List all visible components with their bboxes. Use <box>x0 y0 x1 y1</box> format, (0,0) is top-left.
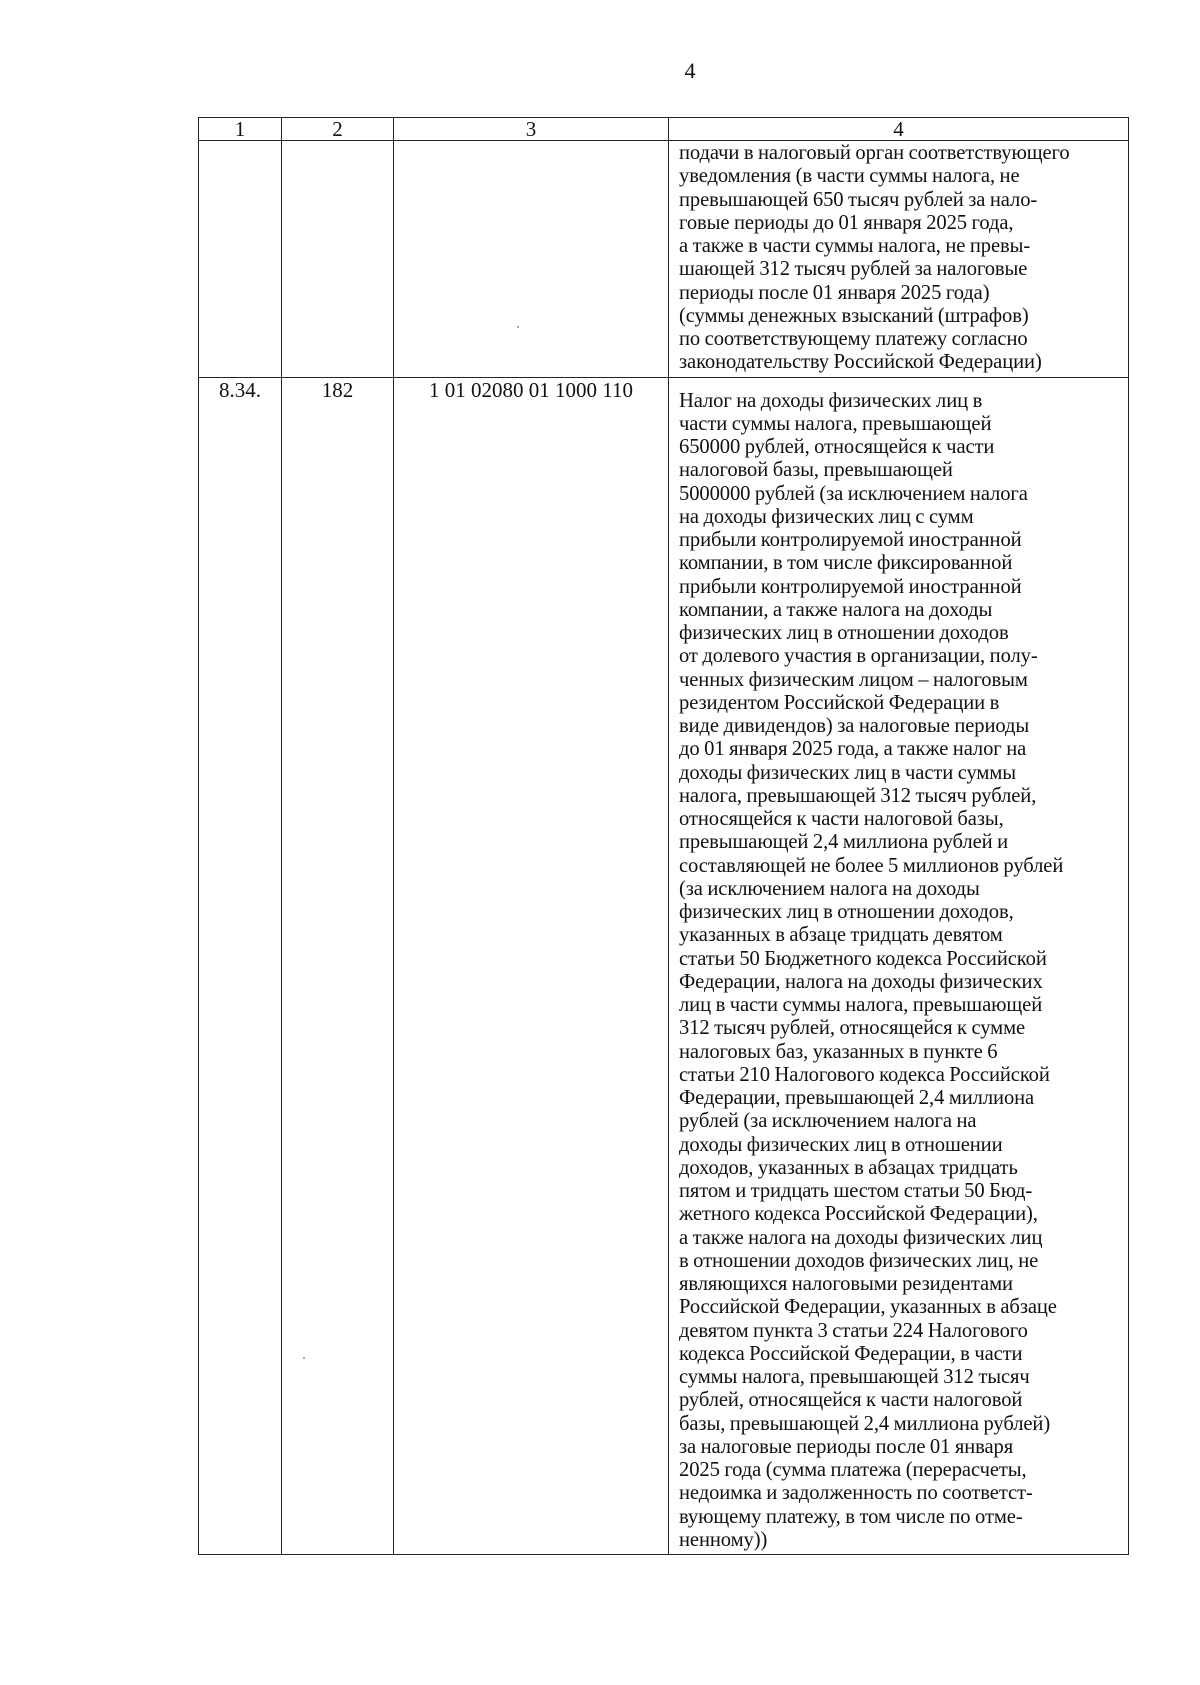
table-row <box>199 377 1129 1555</box>
text-line: (за исключением налога на доходы <box>679 877 980 900</box>
text-line: базы, превышающей 2,4 миллиона рублей) <box>679 1412 1051 1435</box>
continuation-cell-1 <box>199 141 282 378</box>
text-line: прибыли контролируемой иностранной <box>679 575 1022 598</box>
text-line: лиц в части суммы налога, превышающей <box>679 994 1043 1016</box>
text-line: статьи 50 Бюджетного кодекса Российской <box>679 947 1047 970</box>
text-line: компании, в том числе фиксированной <box>679 552 1013 575</box>
table-header-row <box>199 118 1129 141</box>
text-line: части суммы налога, превышающей <box>679 412 992 435</box>
row-admin-code: 182 <box>282 377 394 1555</box>
text-line: относящейся к части налоговой базы, <box>679 808 1004 830</box>
text-line: рублей, относящейся к части налоговой <box>679 1389 1023 1412</box>
text-line: (суммы денежных взысканий (штрафов) <box>679 304 1029 327</box>
text-line: ненному)) <box>679 1528 768 1551</box>
text-line: ченных физическим лицом – налоговым <box>679 668 1028 691</box>
text-line: являющихся налоговыми резидентами <box>679 1273 1013 1295</box>
text-line: физических лиц в отношении доходов <box>679 622 1009 644</box>
header-col-4: 4 <box>669 118 1129 141</box>
text-line: физических лиц в отношении доходов, <box>679 901 1014 923</box>
text-line: статьи 210 Налогового кодекса Российской <box>679 1063 1050 1086</box>
text-line: недоимка и задолженность по соответст- <box>679 1482 1033 1505</box>
scan-speck <box>517 326 519 328</box>
text-line: доходы физических лиц в отношении <box>679 1133 1003 1156</box>
text-line: 2025 года (сумма платежа (перерасчеты, <box>679 1459 1027 1481</box>
text-line: подачи в налоговый орган соответствующего <box>679 142 1070 164</box>
text-line: в отношении доходов физических лиц, не <box>679 1249 1039 1272</box>
text-line: налоговой базы, превышающей <box>679 459 953 482</box>
header-col-2: 2 <box>282 118 394 141</box>
text-line: указанных в абзаце тридцать девятом <box>679 924 1003 947</box>
text-line: за налоговые периоды после 01 января <box>679 1435 1014 1458</box>
text-line: превышающей 2,4 миллиона рублей и <box>679 831 1009 854</box>
text-line: вующему платежу, в том числе по отме- <box>679 1505 1023 1528</box>
text-line: рублей (за исключением налога на <box>679 1110 977 1133</box>
text-line: составляющей не более 5 миллионов рублей <box>679 854 1064 877</box>
text-line: 650000 рублей, относящейся к части <box>679 436 995 458</box>
continuation-description-text <box>669 141 1128 377</box>
text-line: от долевого участия в организации, полу- <box>679 645 1038 668</box>
row-description-cell <box>669 377 1129 1555</box>
row-kbk-code: 1 01 02080 01 1000 110 <box>394 377 669 1555</box>
text-line: шающей 312 тысяч рублей за налоговые <box>679 258 1028 281</box>
text-line: 5000000 рублей (за исключением налога <box>679 482 1028 505</box>
text-line: кодекса Российской Федерации, в части <box>679 1342 1023 1365</box>
text-line: девятом пункта 3 статьи 224 Налогового <box>679 1319 1028 1342</box>
text-line: суммы налога, превышающей 312 тысяч <box>679 1366 1030 1388</box>
page-number: 4 <box>684 58 696 83</box>
row-number: 8.34. <box>199 377 282 1555</box>
text-line: превышающей 650 тысяч рублей за нало- <box>679 188 1038 211</box>
scan-speck <box>303 1357 305 1359</box>
budget-classification-table <box>198 117 1129 1555</box>
text-line: Федерации, налога на доходы физических <box>679 970 1043 993</box>
text-line: периоды после 01 января 2025 года) <box>679 281 990 304</box>
text-line: жетного кодекса Российской Федерации), <box>679 1203 1038 1226</box>
text-line: компании, а также налога на доходы <box>679 598 993 621</box>
continuation-cell-2 <box>282 141 394 378</box>
text-line: налога, превышающей 312 тысяч рублей, <box>679 784 1037 807</box>
continuation-row <box>199 141 1129 378</box>
text-line: уведомления (в части суммы налога, не <box>679 165 1020 188</box>
header-col-3: 3 <box>394 118 669 141</box>
text-line: по соответствующему платежу согласно <box>679 328 1028 350</box>
text-line: а также налога на доходы физических лиц <box>679 1226 1043 1249</box>
text-line: виде дивидендов) за налоговые периоды <box>679 715 1030 737</box>
text-line: 312 тысяч рублей, относящейся к сумме <box>679 1017 1026 1040</box>
text-line: на доходы физических лиц с сумм <box>679 505 974 528</box>
row-description-text <box>669 378 1128 1555</box>
text-line: доходы физических лиц в части суммы <box>679 761 1017 784</box>
text-line: Налог на доходы физических лиц в <box>679 389 983 412</box>
continuation-cell-3 <box>394 141 669 378</box>
text-line: до 01 января 2025 года, а также налог на <box>679 738 1027 761</box>
text-line: доходов, указанных в абзацах тридцать <box>679 1156 1018 1179</box>
text-line: говые периоды до 01 января 2025 года, <box>679 211 1014 234</box>
continuation-description-cell <box>669 141 1129 378</box>
text-line: законодательству Российской Федерации) <box>679 351 1042 374</box>
text-line: налоговых баз, указанных в пункте 6 <box>679 1040 998 1063</box>
text-line: пятом и тридцать шестом статьи 50 Бюд- <box>679 1180 1033 1202</box>
text-line: резидентом Российской Федерации в <box>679 691 1000 714</box>
text-line: Федерации, превышающей 2,4 миллиона <box>679 1087 1035 1109</box>
text-line: а также в части суммы налога, не превы- <box>679 235 1031 257</box>
header-col-1: 1 <box>199 118 282 141</box>
text-line: прибыли контролируемой иностранной <box>679 529 1022 551</box>
text-line: Российской Федерации, указанных в абзаце <box>679 1296 1057 1319</box>
